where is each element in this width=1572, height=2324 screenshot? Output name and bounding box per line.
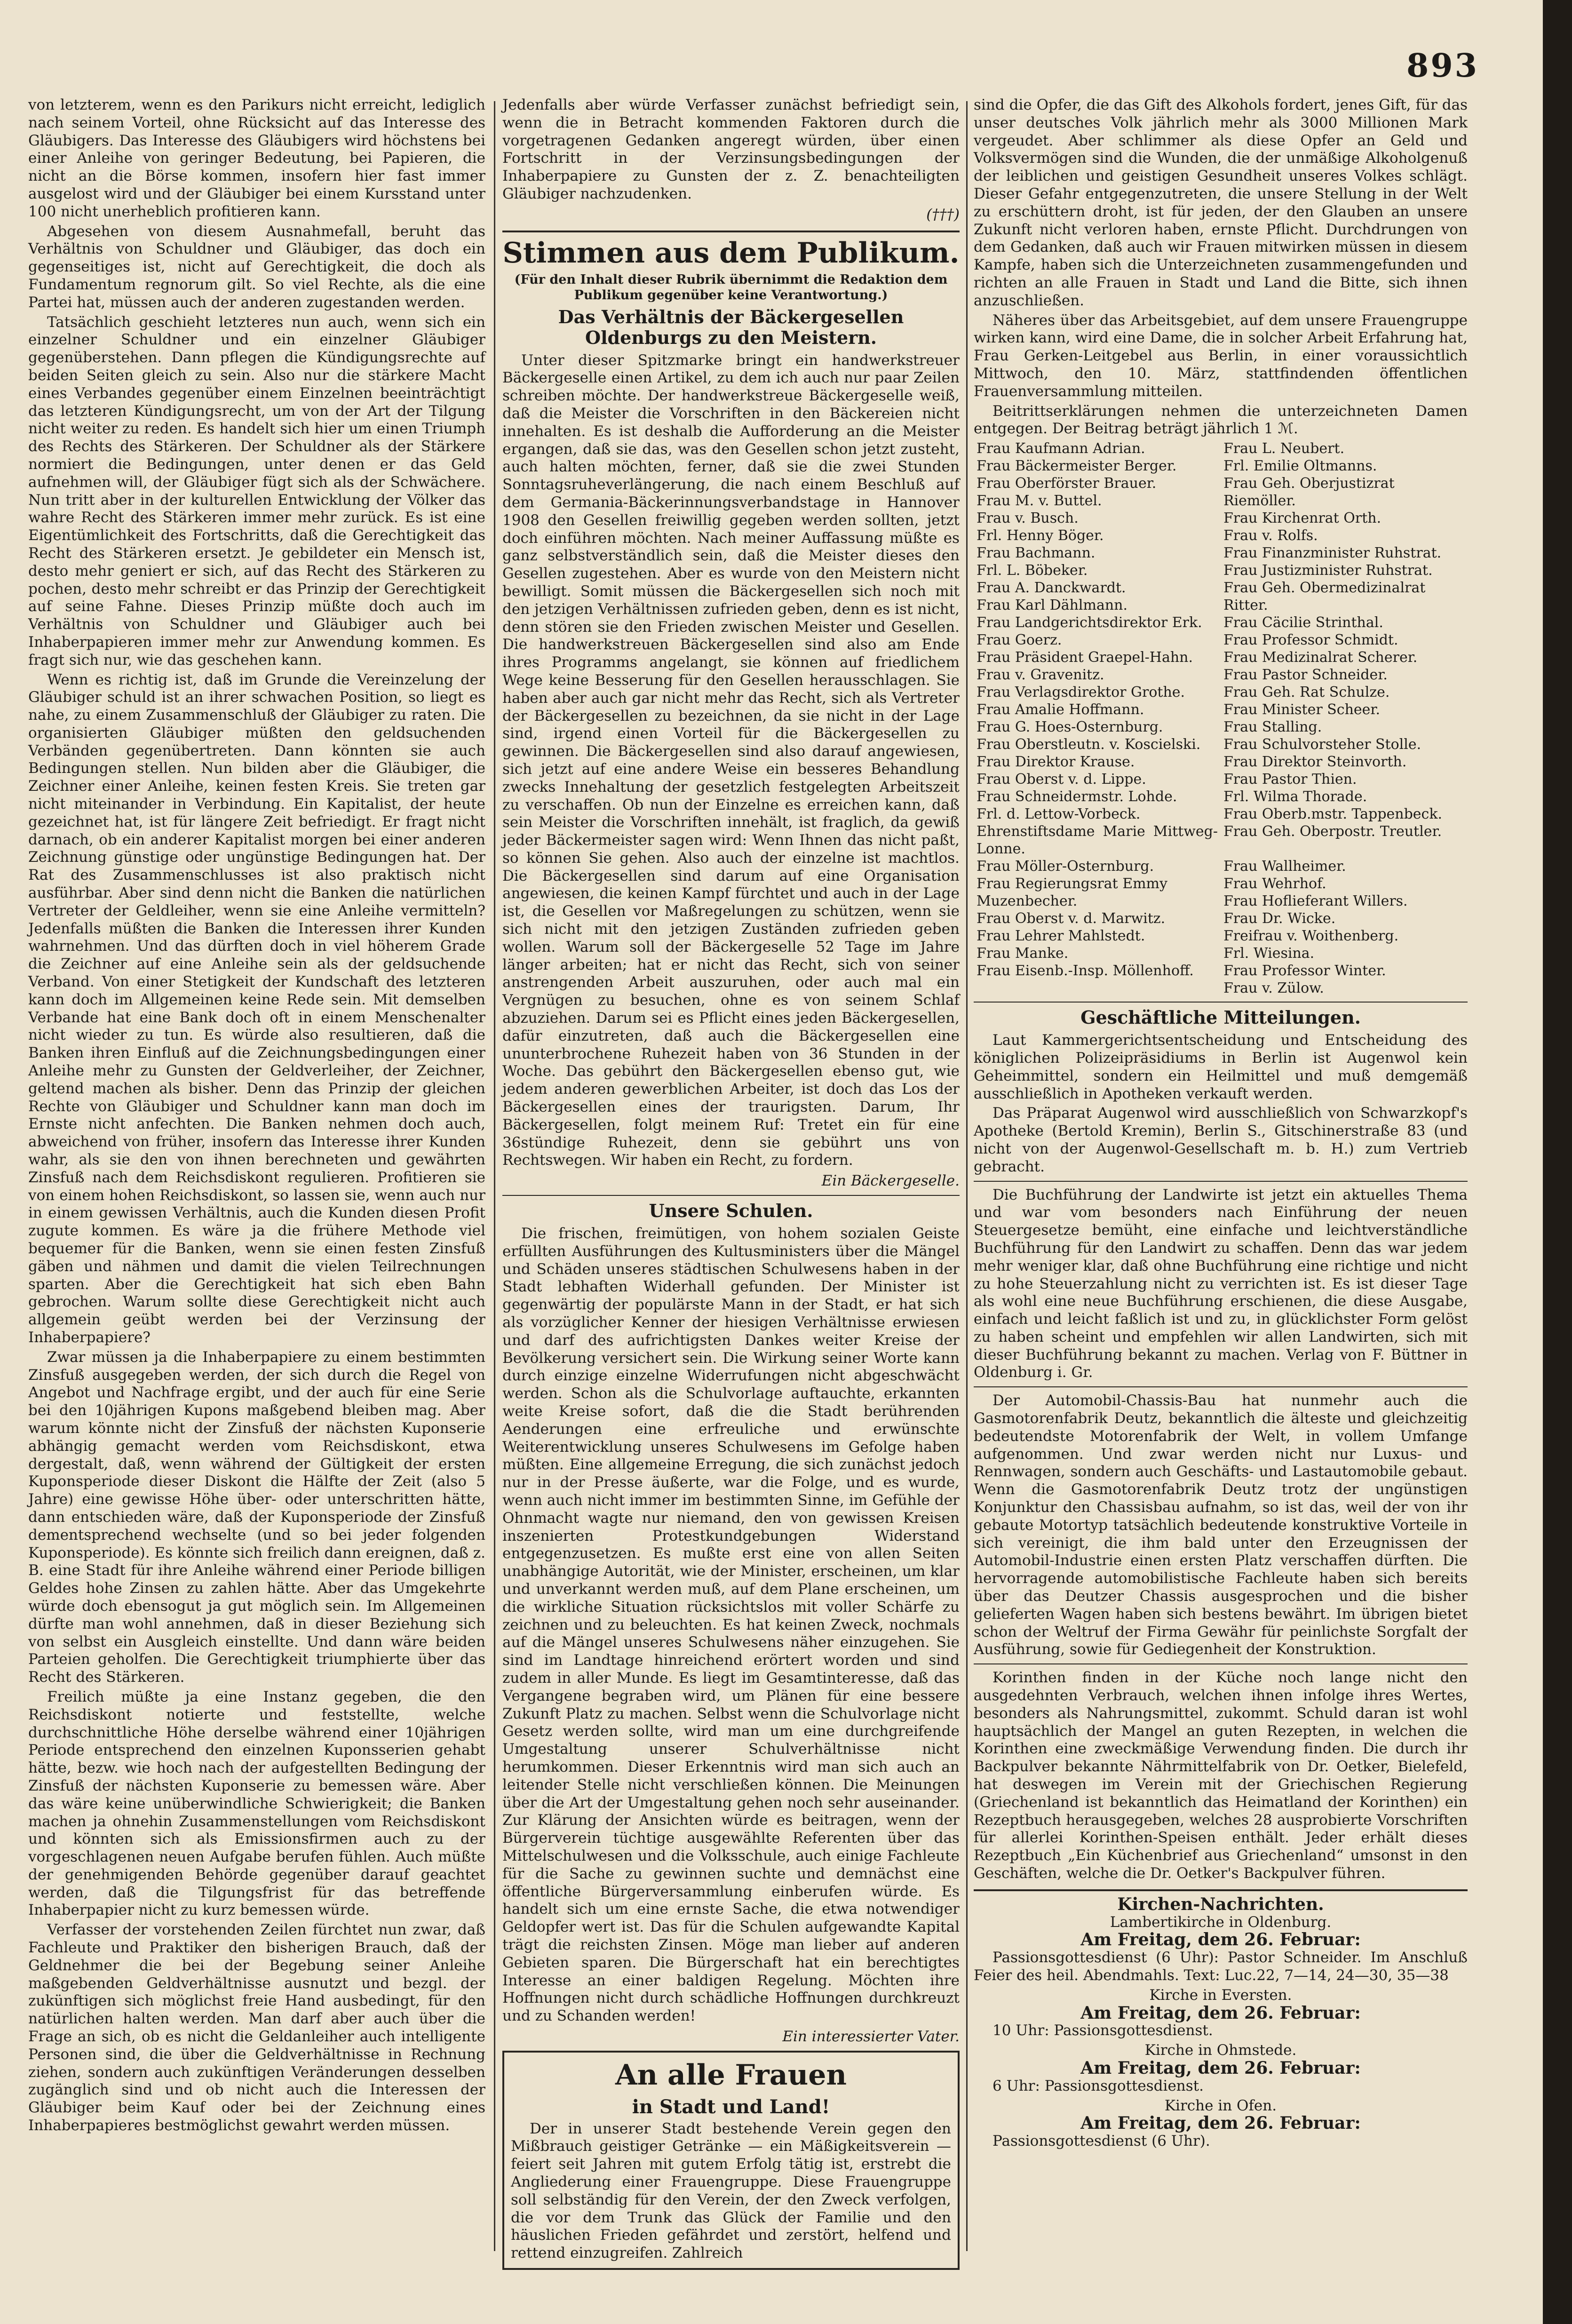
signer-name: Frau Bachmann. [977,545,1096,562]
section-title: Geschäftliche Mitteilungen. [1080,1007,1361,1028]
signer-name: Frau Geh. Oberpostr. Treutler. [1223,823,1442,840]
signer-name: Frau Regierungsrat Emmy [977,875,1167,892]
paragraph: Unter dieser Spitzmarke bringt ein handwerkstreuer Bäckergeselle einen Artikel, zu dem ich auch nur paar Zeilen schreiben möchte. Der handwerkstreue Bäckergeselle weiß, daß die Meister die Vorschriften in den Bäckereien nicht innehalten. Es ist deshalb die Aufforderung an die Meister ergangen, daß sie das, was den Gesellen schon jetzt zusteht, auch halten möchten, ferner, daß sie die zwei Stunden Sonntagsruheverlängerung, die nach einem Beschluß auf dem Germania-Bäckerinnungsverbandstage in Hannover 1908 den Gesellen freiwillig gegeben werden sollten, jetzt doch einführen möchten. Nach meiner Auffassung müßte es ganz selbstverständlich sein, daß die Meister dieses den Gesellen zugestehen. Aber es wurde von den Meistern nicht bewilligt. Somit müssen die Bäckergesellen sich noch mit den jetzigen Verhältnissen zufrieden geben, denn es ist nicht, denn stören sie den Frieden zwischen Meister und Gesellen. Die handwerkstreuen Bäckergesellen sind also am Ende ihres Programms angelangt, sie können auf friedlichem Wege keine Besserung für den Gesellen herausschlagen. Sie haben aber auch gar nicht mehr das Recht, sich als Vertreter der Bäckergesellen zu bezeichnen, da sie nicht in der Lage sind, irgend einen Vorteil für die Bäckergesellen zu gewinnen. Die Bäckergesellen sind also darauf angewiesen, sich jetzt auf eine andere Weise ein besseres Behandlung zwecks Innehaltung der gesetzlich festgelegten Arbeitszeit zu verschaffen. Ob nun der Einzelne es erreichen kann, daß sein Meister die Vorschriften innehält, ist fraglich, da gewiß jeder Bäckermeister sagen wird: Wenn Ihnen das nicht paßt, so können Sie gehen. Also auch der einzelne ist machtlos. Die Bäckergesellen sind darum auf eine Organisation angewiesen, die keinen Kampf fürchtet und auch in der Lage ist, die Gesellen vor Maßregelungen zu schützen, wenn sie sich nicht mit den jetzigen Zuständen zufrieden geben wollen. Warum soll der Bäckergeselle 52 Tage im Jahre länger arbeiten; hat er nicht das Recht, sich von seiner anstrengenden Arbeit auszuruhen, oder auch mal ein Vergnügen zu besuchen, ohne es von seinem Schlaf abzuziehen. Darum sei es Pflicht eines jeden Bäckergesellen, dafür einzutreten, daß auch die Bäckergesellen eine ununterbrochene Ruhezeit haben von 36 Stunden in der Woche. Das gebührt den Bäckergesellen ebenso gut, wie jedem anderen gewerblichen Arbeiter, ist doch das Los der Bäckergesellen eines der traurigsten. Darum, Ihr Bäckergesellen, folgt meinem Ruf: Tretet ein für eine 36stündige Ruhezeit, denn sie gebührt uns von Rechtswegen. Wir haben ein Recht, zu fordern. [502,351,960,1169]
church-subtitle: Kirche in Ohmstede. [1144,2042,1297,2059]
signer-row [974,945,1468,962]
signer-row [974,979,1468,997]
paragraph: Freilich müßte ja eine Instanz gegeben, die den Reichsdiskont notierte und feststellte, welche durchschnittliche Höhe derselbe während einer 10jährigen Periode entsprechend den einzelnen Kuponsserien gehabt hätte, bezw. wie hoch nach der aufgestellten Bedingung der Zinsfuß der nächsten Kuponserie zu bemessen wäre. Aber das wäre keine unüberwindliche Schwierigkeit; die Banken machen ja ohnehin Zusammenstellungen vom Reichsdiskont und könnten sich als Emissionsfirmen auch zu der vorgeschlagenen neuen Aufgabe berufen fühlen. Auch müßte der genehmigenden Behörde gegenüber darauf geachtet werden, daß die Tilgungsfrist für das betreffende Inhaberpapier nicht zu kurz bemessen würde. [28,1688,485,1919]
signer-name: Frau Stalling. [1223,719,1322,736]
signer-name: Frau Kirchenrat Orth. [1223,510,1381,527]
paragraph: Näheres über das Arbeitsgebiet, auf dem unsere Frauengruppe wirken kann, wird eine Dame, die in solcher Arbeit Erfahrung hat, Frau Gerken-Leitgebel aus Berlin, in einer voraussichtlich Mittwoch, den 10. März, stattfindenden öffentlichen Frauenversammlung mitteilen. [974,311,1468,400]
signer-name: Frau Pastor Thien. [1223,771,1357,788]
section-divider [502,231,960,232]
signer-name: Muzenbecher. [977,893,1078,910]
column-rule [494,101,495,2251]
page-edge [1543,0,1572,2324]
signature: Ein interessierter Vater. [782,2028,960,2045]
signer-row [974,597,1468,614]
signer-name: Frau Geh. Rat Schulze. [1223,684,1390,701]
signer-name: Freifrau v. Woithenberg. [1223,928,1399,945]
signer-name: Frau Direktor Krause. [977,754,1135,771]
paragraph: 10 Uhr: Passionsgottesdienst. [992,2022,1213,2039]
box-subtitle: in Stadt und Land! [632,2095,830,2118]
signer-row [974,875,1468,892]
signer-name: Frau v. Busch. [977,510,1079,527]
divider [974,1002,1468,1003]
paragraph: 6 Uhr: Passionsgottesdienst. [992,2077,1204,2094]
signer-row [974,440,1468,457]
signer-row [974,718,1468,736]
church-title: Kirchen-Nachrichten. [1117,1894,1324,1914]
signer-name: Frau Bäckermeister Berger. [977,458,1177,475]
signer-name: Frau Oberb.mstr. Tappenbeck. [1223,806,1443,823]
signer-row [974,771,1468,788]
signer-name: Frl. Emilie Oltmanns. [1223,458,1377,475]
signer-name: Frau Professor Schmidt. [1223,632,1398,649]
paragraph: Der in unserer Stadt bestehende Verein gegen den Mißbrauch geistiger Getränke — ein Mäßigkeitsverein — feiert seit Jahren mit gutem Erfolg tätig ist, erstrebt die Angliederung einer Frauengruppe. Diese Frauengruppe soll selbständig für den Verein, der den Zweck verfolgen, die vor dem Trunk das Glück der Familie und den häuslichen Frieden gefährdet und zerstört, helfend und rettend einzugreifen. Zahlreich [511,2120,951,2262]
paragraph: Passionsgottesdienst (6 Uhr): Pastor Schneider. Im Anschluß Feier des heil. Abendmahls. Text: Luc.22, 7—14, 24—30, 35—38 [974,1949,1468,1984]
paragraph: Beitrittserklärungen nehmen die unterzeichneten Damen entgegen. Der Beitrag beträgt jährlich 1 ℳ. [974,402,1468,438]
signer-row [974,701,1468,718]
signer-name: Frau Pastor Schneider. [1223,667,1388,684]
signer-list [974,440,1468,997]
paragraph: Das Präparat Augenwol wird ausschließlich von Schwarzkopf's Apotheke (Bertold Kremin), Berlin S., Gitschinerstraße 83 (und nicht von der Augenwol-Gesellschaft m. b. H.) zum Vertrieb gebracht. [974,1105,1468,1175]
signer-name: Frau Wallheimer. [1223,858,1346,875]
signer-row [974,962,1468,979]
signer-row [974,736,1468,753]
signer-row [974,649,1468,666]
signer-name: Frau Verlagsdirektor Grothe. [977,684,1185,701]
signer-name: Riemöller. [1223,493,1296,509]
signer-name: Frau Oberst v. d. Lippe. [977,771,1146,788]
signer-row [974,892,1468,910]
signer-name: Frau M. v. Buttel. [977,493,1102,509]
signer-name: Frau Kaufmann Adrian. [977,440,1145,457]
paragraph: von letzterem, wenn es den Parikurs nicht erreicht, lediglich nach seinem Vorteil, ohne Rücksicht auf das Interesse des Gläubigers. Das Interesse des Gläubigers wird höchstens bei einer Anleihe von geringer Bedeutung, bei Papieren, die nicht an die Börse kommen, insofern hier fast immer ausgelost wird und der Gläubiger bei einem Kursstand unter 100 nicht unerheblich profitieren kann. [28,96,485,220]
signer-name: Frl. d. Lettow-Vorbeck. [977,806,1141,823]
signer-row [974,753,1468,771]
paragraph: Wenn es richtig ist, daß im Grunde die Vereinzelung der Gläubiger schuld ist an ihrer schwachen Position, so liegt es nahe, zu einem Zusammenschluß der Gläubiger zu raten. Die organisierten Gläubiger müßten den geldsuchenden Verbänden gegenübertreten. Dann könnten sie auch Bedingungen stellen. Nun bilden aber die Gläubiger, die Zeichner einer Anleihe, keinen festen Kreis. Sie treten gar nicht miteinander in Verbindung. Ein Kapitalist, der heute gezeichnet hat, ist für längere Zeit befriedigt. Er fragt nicht darnach, ob ein anderer Kapitalist morgen bei einer anderen Zeichnung günstige oder ungünstige Bedingungen hat. Der Rat des Zusammenschlusses ist also praktisch nicht ausführbar. Aber sind denn nicht die Banken die natürlichen Vertreter der Geldleiher, wenn sie eine Anleihe vermitteln? Jedenfalls müßten die Banken die Interessen ihrer Kunden wahrnehmen. Und das dürften doch in viel höherem Grade die Zeichner auf eine Anleihe sein als der geldsuchende Verband. Von einer Stetigkeit der Kundschaft des letzteren kann doch im Allgemeinen keine Rede sein. Mit demselben Verbande hat eine Bank doch oft in einem Menschenalter nicht wieder zu tun. Es würde also resultieren, daß die Banken ihren Einfluß auf die Zeichnungsbedingungen einer Anleihe mehr zu Gunsten der Geldverleiher, der Zeichner, geltend machen als bisher. Denn das Prinzip der gleichen Rechte von Gläubiger und Schuldner kann man doch im Ernste nicht anfechten. Die Banken nehmen doch auch, abweichend von früher, insofern das Interesse ihrer Kunden wahr, als sie den von ihnen berechneten und gewährten Zinsfuß nach dem Reichsdiskont regulieren. Profitieren sie von einem hohen Reichsdiskont, so lassen sie, wenn auch nur in einem gewissen Verhältnis, auch die Kunden diesen Profit zugute kommen. Es wäre ja die frühere Methode viel bequemer für die Banken, wenn sie einen festen Zinsfuß gäben und nähmen und damit die vielen Teilrechnungen sparten. Aber die Gerechtigkeit hat sich eben Bahn gebrochen. Warum sollte diese Gerechtigkeit nicht auch allgemein geübt werden bei der Verzinsung der Inhaberpapiere? [28,671,485,1346]
column-2 [502,96,960,2270]
paragraph: Zwar müssen ja die Inhaberpapiere zu einem bestimmten Zinsfuß ausgegeben werden, der sich durch die Regel von Angebot und Nachfrage ergibt, und der auch für eine Serie bei den 10jährigen Kupons maßgebend bleiben mag. Aber warum könnte nicht der Zinsfuß der nächsten Kuponserie abhängig gemacht werden vom Reichsdiskont, etwa dergestalt, daß, wenn während der Gültigkeit der ersten Kuponsperiode dieser Diskont die Hälfte der Zeit (also 5 Jahre) eine gewisse Höhe über- oder unterschritten hätte, dann entschieden wäre, daß der Kuponsperiode der Zinsfuß dementsprechend wechselte (und so bei jeder folgenden Kuponsperiode). Es könnte sich freilich dann ereignen, daß z. B. eine Stadt für ihre Anleihe während einer Periode billigen Geldes hohe Zinsen zu zahlen hätte. Aber das Umgekehrte würde doch ebensogut ja gut möglich sein. Im Allgemeinen dürfte man wohl annehmen, daß in dieser Beziehung sich von selbst ein Ausgleich einstellte. Und dann wäre beiden Parteien geholfen. Die Gerechtigkeit triumphierte über das Recht des Stärkeren. [28,1348,485,1686]
signer-name: Frau Oberförster Brauer. [977,475,1157,492]
church-date: Am Freitag, dem 26. Februar: [1080,1930,1361,1950]
signer-name: Frau Dr. Wicke. [1223,910,1336,927]
church-date: Am Freitag, dem 26. Februar: [1080,2058,1361,2078]
signer-name: Frl. Henny Böger. [977,527,1104,544]
signer-row [974,579,1468,597]
signer-name: Frau Finanzminister Ruhstrat. [1223,545,1442,562]
church-date: Am Freitag, dem 26. Februar: [1080,2113,1361,2133]
signer-name: Frau Wehrhof. [1223,875,1326,892]
paragraph: Korinthen finden in der Küche noch lange nicht den ausgedehnten Verbrauch, welchen ihnen infolge ihres Wertes, besonders als Nahrungsmittel, zukommt. Schuld daran ist wohl hauptsächlich der Mangel an guten Rezepten, in welchen die Korinthen eine zweckmäßige Verwendung finden. Die durch ihr Backpulver bekannte Nährmittelfabrik von Dr. Oetker, Bielefeld, hat deswegen im Verein mit der Griechischen Regierung (Griechenland ist bekanntlich das Heimatland der Korinthen) ein Rezeptbuch herausgegeben, welches 28 ausprobierte Vorschriften für allerlei Korinthen-Speisen enthält. Jeder erhält dieses Rezeptbuch „Ein Küchenbrief aus Griechenland“ umsonst in den Geschäften, welche die Dr. Oetker's Backpulver führen. [974,1669,1468,1882]
signer-row [974,788,1468,805]
signer-row [974,509,1468,527]
signer-name: Frau Karl Dählmann. [977,597,1128,614]
paragraph: Jedenfalls aber würde Verfasser zunächst befriedigt sein, wenn die in Betracht kommenden Faktoren durch die vorgetragenen Gedanken angeregt würden, über einen Fortschritt in der Verzinsungsbedingungen der Inhaberpapiere zu Gunsten der z. Z. benachteiligten Gläubiger nachzudenken. [502,96,960,202]
signer-name: Frau Oberst v. d. Marwitz. [977,910,1166,927]
signer-name: Frau Hoflieferant Willers. [1223,893,1408,910]
signer-row [974,457,1468,475]
signer-name: Frau Lehrer Mahlstedt. [977,928,1145,945]
signer-name: Frau Cäcilie Strinthal. [1223,614,1383,631]
section-title: Stimmen aus dem Publikum. [502,236,960,270]
signer-name: Frau Manke. [977,945,1069,962]
divider [502,1195,960,1196]
signer-name: Frau Geh. Obermedizinalrat [1223,580,1426,597]
paragraph: Die Buchführung der Landwirte ist jetzt ein aktuelles Thema und war vom besonders nach Einführung der neuen Steuergesetze bemüht, eine einfache und leichtverständliche Buchführung für den Landwirt zu schaffen. Denn das war jedem mehr weniger klar, daß ohne Buchführung eine richtige und nicht zu hohe Steuerzahlung nicht zu verrichten ist. Es ist dieser Tage als wohl eine neue Buchführung erschienen, die diese Ausgabe, einfach und leicht faßlich ist und zu, in glücklichster Form gelöst zu haben scheint und empfehlen wir allen Landwirten, sich mit dieser Buchführung bekannt zu machen. Verlag von F. Büttner in Oldenburg i. Gr. [974,1186,1468,1381]
signer-name: Frl. L. Böbeker. [977,562,1088,579]
signer-row [974,475,1468,492]
signer-name: Frau Justizminister Ruhstrat. [1223,562,1433,579]
signer-name: Frau v. Gravenitz. [977,667,1104,684]
paragraph: sind die Opfer, die das Gift des Alkohols fordert, jenes Gift, für das unser deutsches Volk jährlich mehr als 3000 Millionen Mark vergeudet. Aber schlimmer als diese Opfer an Geld und Volksvermögen sind die Wunden, die der unmäßige Alkoholgenuß der leiblichen und geistigen Gesundheit unseres Volkes schlägt. Dieser Gefahr entgegenzutreten, die unsere Stellung in der Welt zu erschüttern droht, ist für jeden, der den Glauben an unsere Zukunft nicht verloren haben, ernste Pflicht. Durchdrungen von dem Gedanken, daß auch wir Frauen mitwirken müssen in diesem Kampfe, haben sich die Unterzeichneten zusammengefunden und richten an alle Frauen in Stadt und Land die Bitte, sich ihnen anzuschließen. [974,96,1468,309]
paragraph: Tatsächlich geschieht letzteres nun auch, wenn sich ein einzelner Schuldner und ein einzelner Gläubiger gegenüberstehen. Dann pflegen die Kündigungsrechte auf beiden Seiten gleich zu sein. Also nur die stärkere Macht eines Verbandes gegenüber einem Einzelnen beeinträchtigt das letzteren Kündigungsrecht, um von der Art der Tilgung nicht weiter zu reden. Es handelt sich hier um einen Triumph des Rechts des Stärkeren. Der Schuldner als der Stärkere normiert die Bedingungen, unter denen er das Geld aufnehmen will, der Gläubiger fügt sich als der Schwächere. Nun tritt aber in der kulturellen Entwicklung der Völker das wahre Recht des Stärkeren immer mehr zurück. Es ist eine Eigentümlichkeit des Fortschritts, daß die Gerechtigkeit das Recht des Stärkeren ersetzt. Je gebildeter ein Mensch ist, desto mehr geniert er sich, auf das Recht des Stärkeren zu pochen, desto mehr schreibt er das Prinzip der Gerechtigkeit auf seine Fahne. Dieses Prinzip müßte doch auch im Verhältnis von Schuldner und Gläubiger auch bei Inhaberpapieren immer mehr zur Anwendung kommen. Es fragt sich nur, wie das geschehen kann. [28,313,485,669]
appeal-box [502,2051,960,2270]
article-title: Unsere Schulen. [649,1200,813,1222]
church-date: Am Freitag, dem 26. Februar: [1080,2003,1361,2023]
paragraph: Abgesehen von diesem Ausnahmefall, beruht das Verhältnis von Schuldner und Gläubiger, das doch ein gegenseitiges ist, nicht auf Gerechtigkeit, die doch als Fundamentum regnorum gilt. So viel Rechte, als die eine Partei hat, müssen auch der anderen zugestanden werden. [28,223,485,311]
section-divider [974,1889,1468,1891]
signer-row [974,562,1468,579]
signer-name: Frau v. Zülow. [1223,980,1324,997]
column-rule [966,101,968,2251]
column-1 [28,96,485,2137]
signature: (†††) [926,206,960,223]
paragraph: Laut Kammergerichtsentscheidung und Entscheidung des königlichen Polizeipräsidiums in Berlin ist Augenwol kein Geheimmittel, sondern ein Heilmittel und muß demgemäß ausschließlich in Apotheken verkauft werden. [974,1032,1468,1102]
signer-name: Frau Möller-Osternburg. [977,858,1154,875]
signer-name: Ritter. [1223,597,1268,614]
signer-name: Frau Eisenb.-Insp. Möllenhoff. [977,963,1194,979]
signer-name: Frau Präsident Graepel-Hahn. [977,649,1193,666]
paragraph: Die frischen, freimütigen, von hohem sozialen Geiste erfüllten Ausführungen des Kultusministers über die Mängel und Schäden unseres städtischen Schulwesens haben in der Stadt lebhaften Widerhall gefunden. Der Minister ist gegenwärtig der populärste Mann in der Stadt, er hat sich als vorzüglicher Kenner der hiesigen Verhältnisse erwiesen und darf des aufrichtigsten Dankes weiter Kreise der Bevölkerung versichert sein. Die Wirkung seiner Worte kann durch einzige einzelne Widerrufungen nicht abgeschwächt werden. Schon als die Schulvorlage auftauchte, erkannten weite Kreise sofort, daß die die Stadt berührenden Aenderungen eine erfreuliche und erwünschte Weiterentwicklung unseres Schulwesens im Gefolge haben müßten. Eine allgemeine Erregung, die sich zunächst jedoch nur in der Presse äußerte, war die Folge, und es wurde, wenn auch nicht immer im bestimmten Sinne, im Gefühle der Ohnmacht wagte nur niemand, den von gewissen Kreisen inszenierten Protestkundgebungen Widerstand entgegenzusetzen. Es mußte erst eine von allen Seiten unabhängige Autorität, wie der Minister, erscheinen, um klar und unverkannt werden muß, auf dem Plane erscheinen, um die wirkliche Situation rücksichtslos mit voller Schärfe zu zeichnen und zu beleuchten. Es hat keinen Zweck, nochmals auf die Mängel unseres Schulwesens näher einzugehen. Sie sind im Landtage hinreichend erörtert worden und sind zudem in aller Munde. Es liegt im Gesamtinteresse, daß das Vergangene begraben wird, um Plänen für eine bessere Zukunft Platz zu machen. Selbst wenn die Schulvorlage nicht Gesetz werden sollte, wird man um eine durchgreifende Umgestaltung unserer Schulverhältnisse nicht herumkommen. Dieser Erkenntnis wird man sich auch an leitender Stelle nicht verschließen können. Die Meinungen über die Art der Umgestaltung gehen noch sehr auseinander. Zur Klärung der Ansichten würde es beitragen, wenn der Bürgerverein tüchtige ausgewählte Referenten über das Mittelschulwesen und die Volksschule, auch einige Fachleute für die Sache zu gewinnen suchte und demnächst eine öffentliche Bürgerversammlung einberufen würde. Es handelt sich um eine ernste Sache, die etwa notwendiger Geldopfer wert ist. Das für die Schulen aufgewandte Kapital trägt die reichsten Zinsen. Möge man lieber auf anderen Gebieten sparen. Die Bürgerschaft hat ein berechtigtes Interesse an einer baldigen Regelung. Möchten ihre Hoffnungen nicht durch schädliche Hoffnungen durchkreuzt und zu Schanden werden! [502,1225,960,2025]
signer-name: Ehrenstiftsdame Marie Mittweg-Lonne. [977,823,1218,858]
church-subtitle: Kirche in Ofen. [1164,2097,1277,2114]
signer-row [974,666,1468,684]
article-title: Das Verhältnis der Bäckergesellen Oldenburgs zu den Meistern. [558,306,904,348]
signer-name: Frau Minister Scheer. [1223,701,1380,718]
signer-name: Frau A. Danckwardt. [977,580,1126,597]
paragraph: Der Automobil-Chassis-Bau hat nunmehr auch die Gasmotorenfabrik Deutz, bekanntlich die älteste und gleichzeitig bedeutendste Motorenfabrik der Welt, in vollem Umfange aufgenommen. Und zwar werden nicht nur Luxus- und Rennwagen, sondern auch Geschäfts- und Lastautomobile gebaut. Wenn die Gasmotorenfabrik Deutz trotz der ungünstigen Konjunktur den Chassisbau aufnahm, so ist das, weil der von ihr gebaute Motortyp tatsächlich bedeutende konstruktive Vorteile in sich vereinigt, die ihm bald unter den Erzeugnissen der Automobil-Industrie einen ersten Platz verschaffen dürften. Die hervorragende automobilistische Fachleute haben sich bereits über das Deutzer Chassis ausgesprochen und die bisher gelieferten Wagen haben sich bestens bewährt. Im übrigen bietet schon der Weltruf der Firma Gewähr für peinlichste Sorgfalt der Ausführung, sowie für Gediegenheit der Konstruktion. [974,1392,1468,1658]
signer-name: Frau Amalie Hoffmann. [977,701,1144,718]
box-title: An alle Frauen [615,2058,847,2092]
signature: Ein Bäckergeselle. [821,1172,960,1190]
signer-name: Frau Geh. Oberjustizrat [1223,475,1395,492]
divider [974,1663,1468,1664]
signer-row [974,684,1468,701]
signer-row [974,614,1468,631]
signer-name: Frl. Wiesina. [1223,945,1315,962]
section-note: (Für den Inhalt dieser Rubrik übernimmt die Redaktion dem Publikum gegenüber keine Verantwortung.) [514,272,948,302]
paragraph: Verfasser der vorstehenden Zeilen fürchtet nun zwar, daß Fachleute und Praktiker den bisherigen Brauch, daß der Geldnehmer die bei der Begebung seiner Anleihe maßgebenden Geldverhältnisse ausnutzt und bezgl. der zukünftigen sich möglichst freie Hand ausbedingt, für den natürlichen halten werden. Man darf aber auch über die Frage an sich, ob es nicht die Geldanleiher auch intelligente Personen sind, die über die Geldverhältnisse in Rechnung ziehen, sondern auch zukünftigen Veränderungen desselben zugänglich sind und ob nicht auch die Interessen der Gläubiger beim Kauf oder bei der Zeichnung eines Inhaberpapieres bestmöglichst gewahrt werden müssen. [28,1921,485,2134]
signer-name: Frau Schulvorsteher Stolle. [1223,736,1421,753]
signer-name: Frau Professor Winter. [1223,963,1386,979]
signer-name [974,979,1221,997]
signer-name: Frau Goerz. [977,632,1062,649]
signer-row [974,927,1468,945]
signer-row [974,858,1468,875]
signer-name: Frau L. Neubert. [1223,440,1345,457]
signer-name: Frau Medizinalrat Scherer. [1223,649,1418,666]
signer-name: Frau Oberstleutn. v. Koscielski. [977,736,1201,753]
signer-name: Frau Landgerichtsdirektor Erk. [977,614,1202,631]
signer-row [974,492,1468,509]
signer-name: Frl. Wilma Thorade. [1223,788,1367,805]
signer-row [974,544,1468,562]
column-3 [974,96,1468,2152]
paragraph: Passionsgottesdienst (6 Uhr). [992,2133,1210,2150]
church-subtitle: Kirche in Eversten. [1149,1986,1292,2004]
signer-name: Frau G. Hoes-Osternburg. [977,719,1163,736]
signer-name: Frau v. Rolfs. [1223,527,1318,544]
page-number: 893 [1406,47,1479,85]
divider [974,1181,1468,1182]
signer-row [974,631,1468,649]
divider [974,1386,1468,1387]
signer-row [974,823,1468,858]
signer-row [974,910,1468,927]
church-subtitle: Lambertikirche in Oldenburg. [1110,1913,1332,1931]
signer-name: Frau Schneidermstr. Lohde. [977,788,1177,805]
signer-row [974,805,1468,823]
signer-name: Frau Direktor Steinvorth. [1223,754,1407,771]
signer-row [974,527,1468,544]
